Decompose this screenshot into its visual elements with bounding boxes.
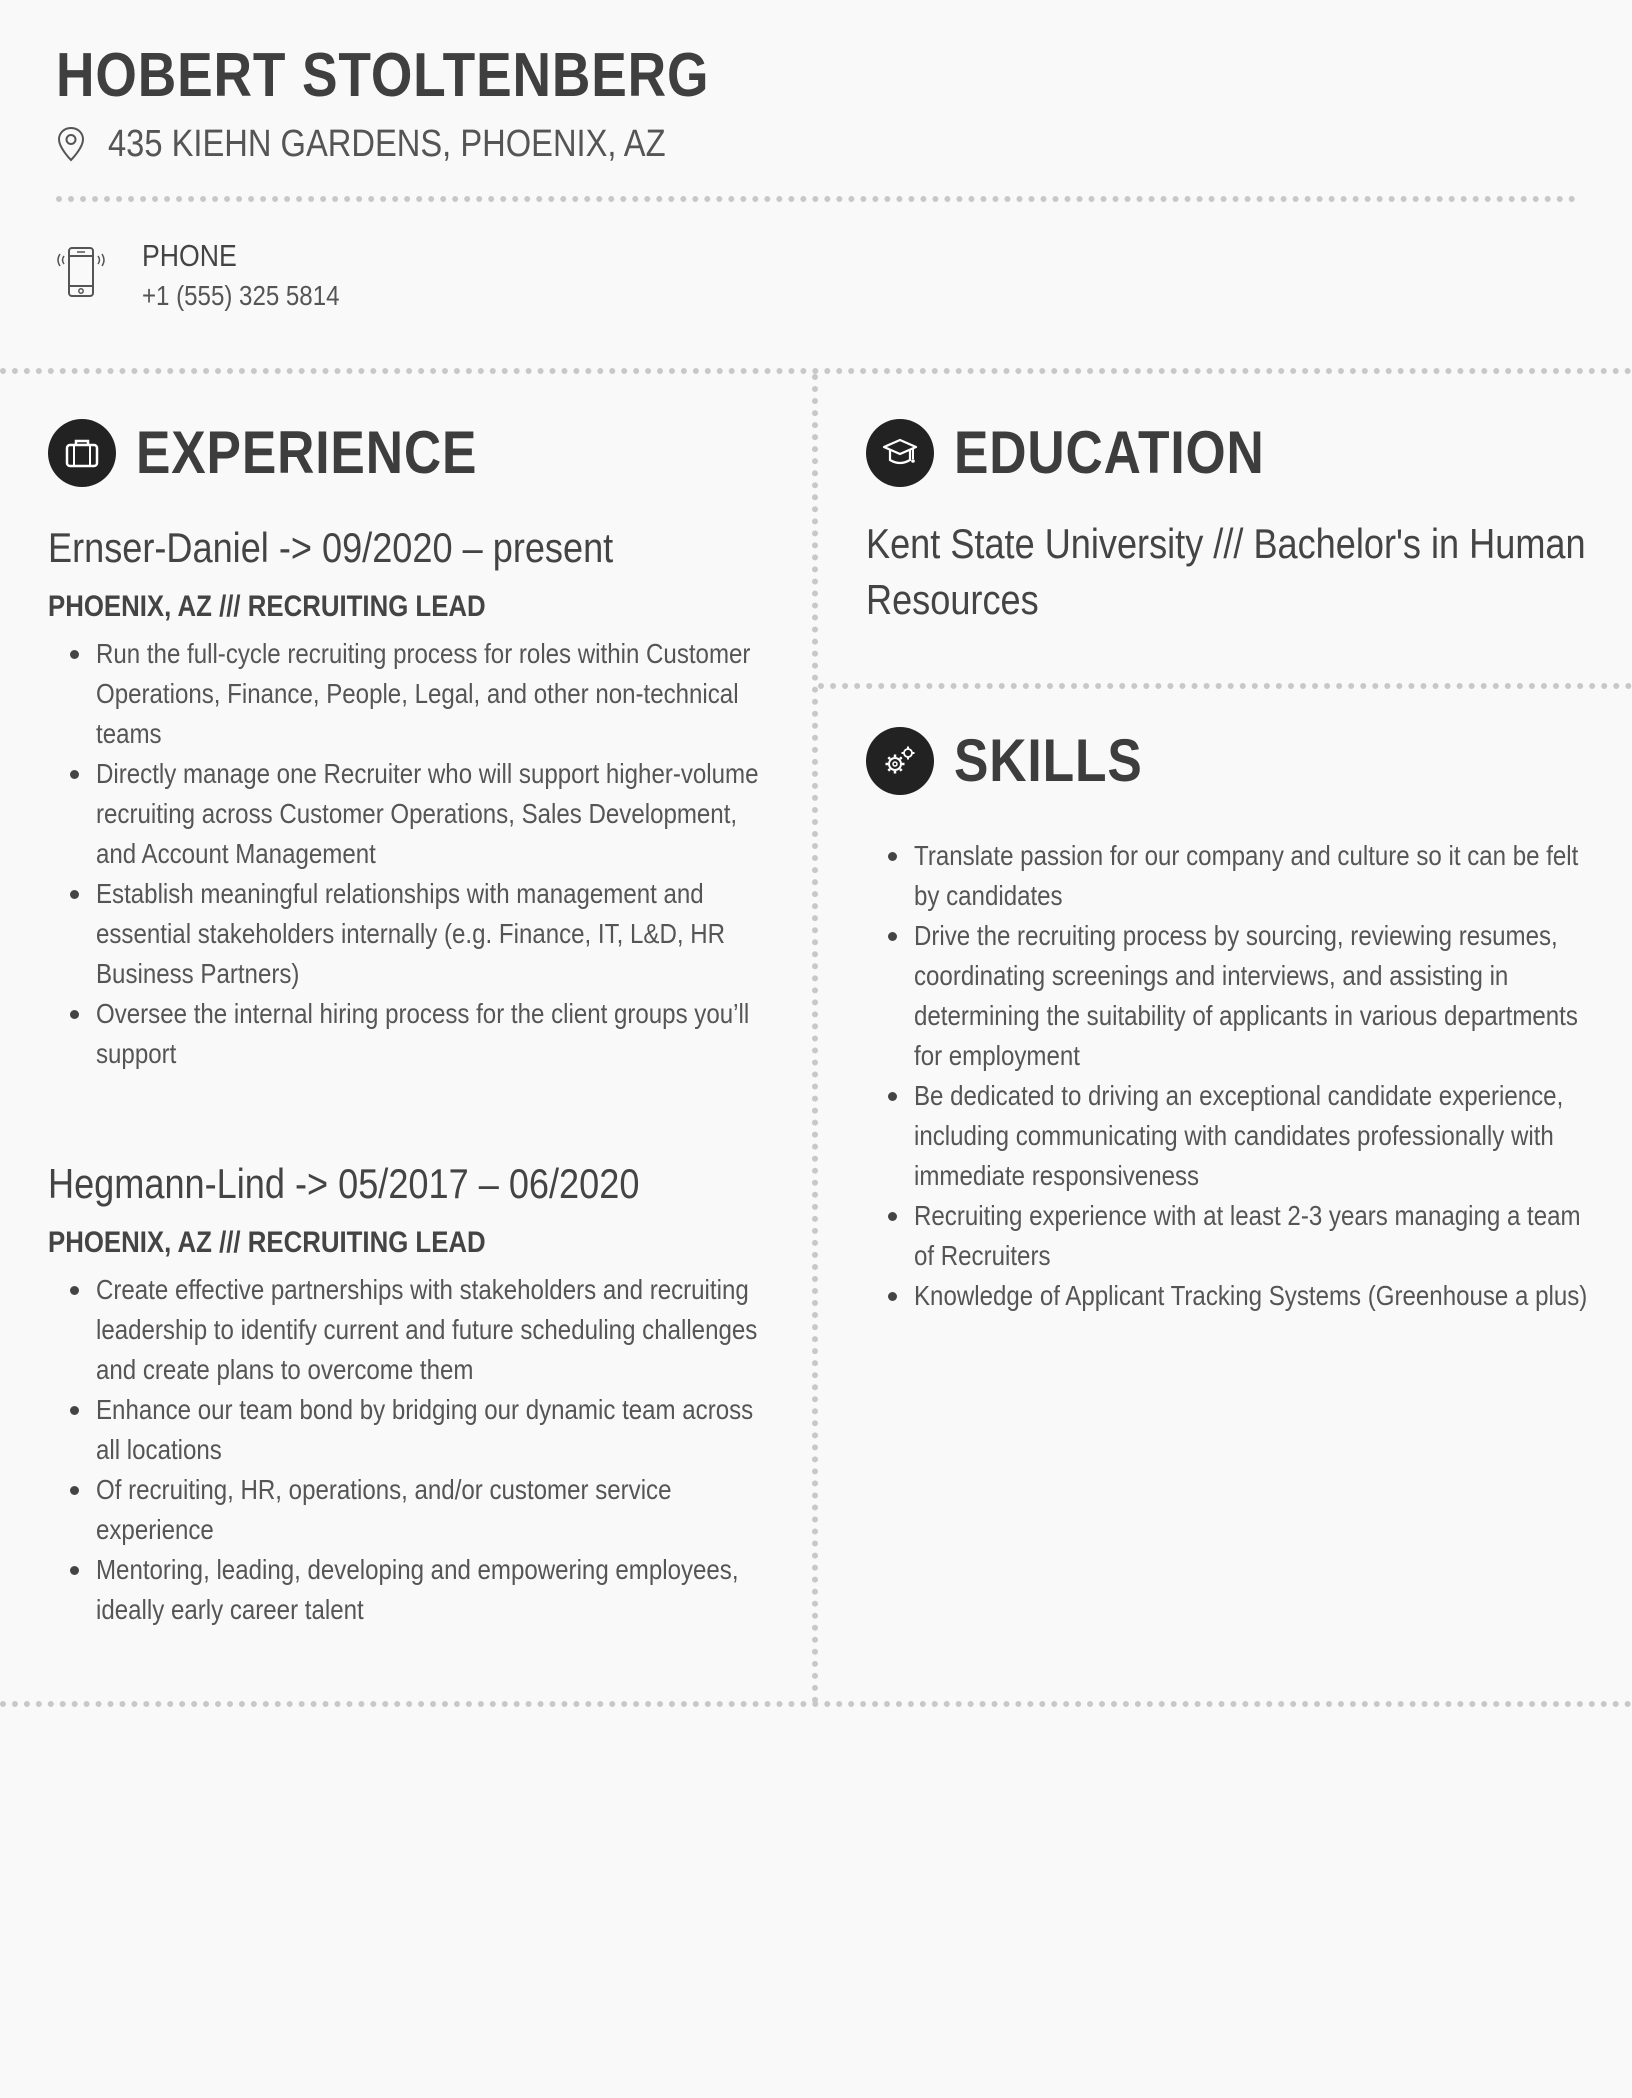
job-heading: Ernser-Daniel -> 09/2020 – present	[48, 524, 614, 571]
main-bottom-divider	[0, 1701, 1632, 1707]
job-heading: Hegmann-Lind -> 05/2017 – 06/2020	[48, 1160, 640, 1207]
skills-list	[866, 830, 1602, 1316]
list-item: Drive the recruiting process by sourcing, reviewing resumes, coordinating screenings and interviews, and assisting in determining the suitability of applicants in various departments for employment	[914, 916, 1602, 1076]
header-divider	[56, 196, 1576, 202]
graduation-cap-icon	[866, 419, 934, 487]
education-entry: Kent State University /// Bachelor's in Human Resources	[866, 520, 1586, 623]
resume-header	[56, 38, 1576, 165]
list-item: Translate passion for our company and culture so it can be felt by candidates	[914, 836, 1602, 916]
contact-phone	[52, 236, 372, 316]
list-item: Enhance our team bond by bridging our dynamic team across all locations	[96, 1390, 778, 1470]
gears-icon	[866, 727, 934, 795]
job-location-role: PHOENIX, AZ /// RECRUITING LEAD	[48, 1226, 486, 1259]
skills-heading	[866, 726, 1173, 795]
phone-value: +1 (555) 325 5814	[142, 280, 340, 311]
experience-title: EXPERIENCE	[136, 419, 478, 486]
job-bullets	[48, 634, 778, 1074]
skills-title: SKILLS	[954, 727, 1143, 794]
address: 435 KIEHN GARDENS, PHOENIX, AZ	[108, 122, 666, 165]
job-location-role: PHOENIX, AZ /// RECRUITING LEAD	[48, 590, 486, 623]
list-item: Of recruiting, HR, operations, and/or customer service experience	[96, 1470, 778, 1550]
list-item: Create effective partnerships with stakeholders and recruiting leadership to identify current and future scheduling challenges and create plans to overcome them	[96, 1270, 778, 1390]
list-item: Mentoring, leading, developing and empowering employees, ideally early career talent	[96, 1550, 778, 1630]
education-title: EDUCATION	[954, 419, 1265, 486]
location-pin-icon	[56, 126, 86, 162]
job-entry	[48, 1156, 778, 1630]
list-item: Directly manage one Recruiter who will support higher-volume recruiting across Customer Operations, Sales Development, and Account Management	[96, 754, 778, 874]
skills-bullets	[866, 836, 1602, 1316]
list-item: Recruiting experience with at least 2-3 years managing a team of Recruiters	[914, 1196, 1602, 1276]
list-item: Oversee the internal hiring process for the client groups you’ll support	[96, 994, 778, 1074]
briefcase-icon	[48, 419, 116, 487]
list-item: Establish meaningful relationships with management and essential stakeholders internally (e.g. Finance, IT, L&D, HR Business Partners)	[96, 874, 778, 994]
list-item: Be dedicated to driving an exceptional candidate experience, including communicating with candidates professionally with immediate responsiveness	[914, 1076, 1602, 1196]
job-entry	[48, 520, 778, 1074]
column-divider	[812, 374, 818, 1704]
phone-icon	[52, 244, 110, 304]
address-row	[56, 120, 756, 168]
job-bullets	[48, 1270, 778, 1630]
phone-label: PHONE	[142, 238, 237, 273]
list-item: Knowledge of Applicant Tracking Systems (Greenhouse a plus)	[914, 1276, 1602, 1316]
list-item: Run the full-cycle recruiting process for roles within Customer Operations, Finance, People, Legal, and other non-technical teams	[96, 634, 778, 754]
experience-heading	[48, 418, 533, 487]
candidate-name: HOBERT STOLTENBERG	[56, 41, 710, 110]
education-heading	[866, 418, 1315, 487]
education-skills-divider	[818, 683, 1632, 689]
